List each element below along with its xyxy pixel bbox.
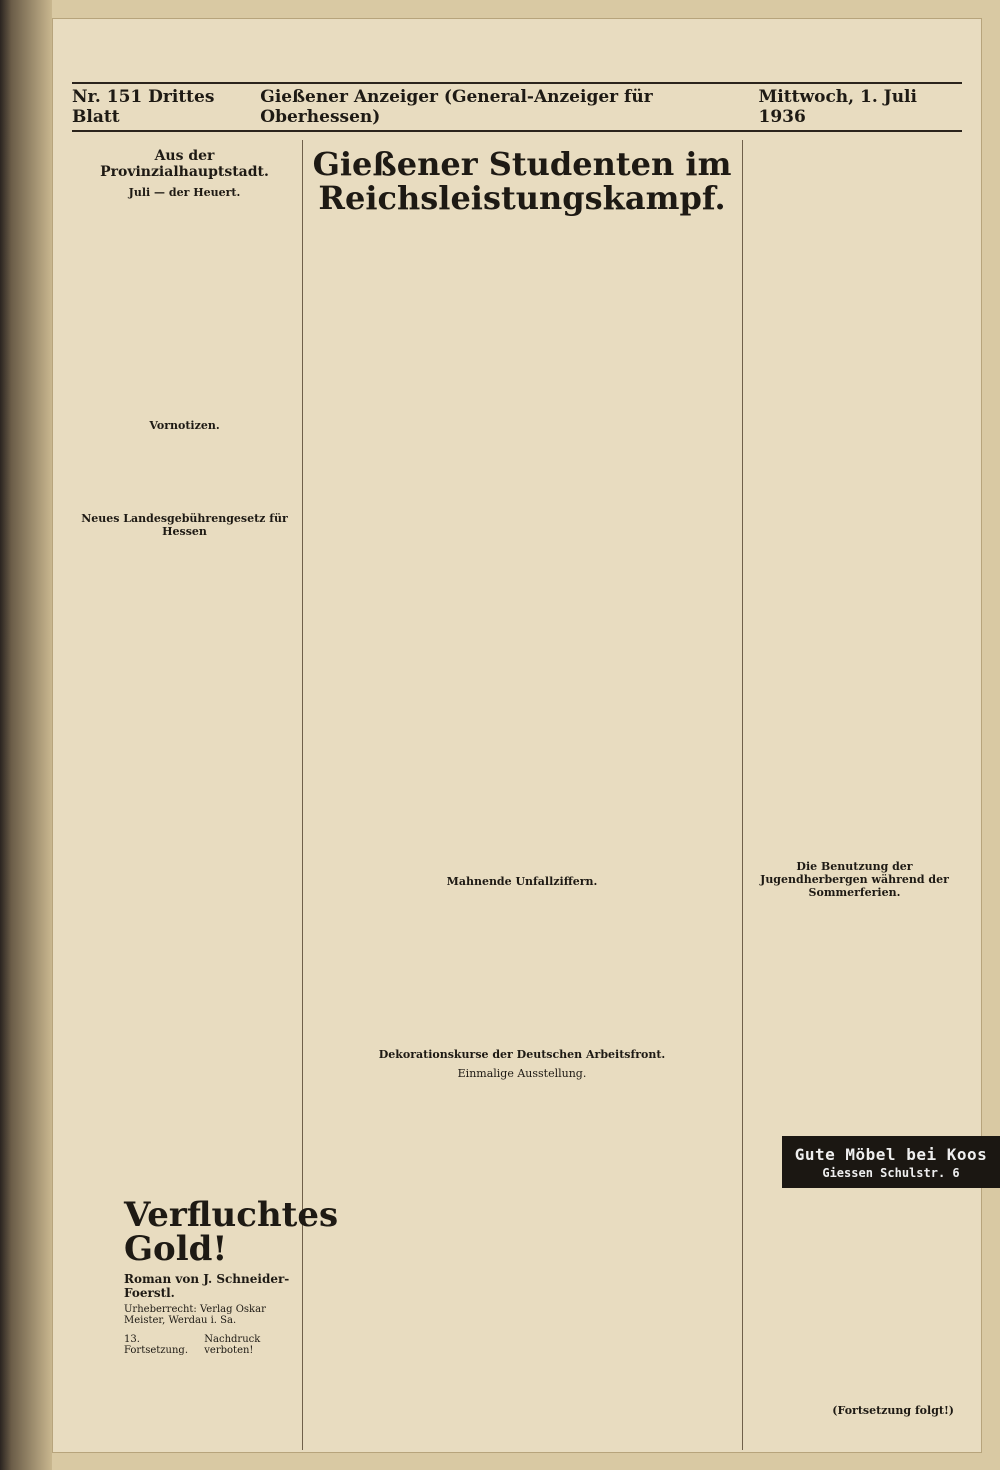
col3-sub: Die Benutzung der Jugendherbergen während der Sommerferien. bbox=[760, 860, 949, 899]
col1-section2: Neues Landesgebührengesetz für Hessen bbox=[81, 512, 288, 538]
col2-sub2: Dekorationskurse der Deutschen Arbeitsfront. bbox=[378, 1048, 666, 1062]
ad-line2: Giessen Schulstr. 6 bbox=[822, 1165, 960, 1180]
column-3 bbox=[747, 140, 962, 1450]
masthead-center: Gießener Anzeiger (General-Anzeiger für Oberhessen) bbox=[260, 87, 653, 127]
col1-title: Aus der Provinzialhauptstadt. bbox=[100, 148, 269, 180]
col2-sub2b: Einmalige Ausstellung. bbox=[457, 1067, 587, 1081]
novel-continued: (Fortsetzung folgt!) bbox=[832, 1404, 954, 1417]
col2-title: Gießener Studenten im Reichsleistungskampf. bbox=[312, 145, 732, 217]
ad-line1: Gute Möbel bei Koos bbox=[794, 1144, 988, 1164]
novel-rights: Urheberrecht: Verlag Oskar Meister, Werdau i. Sa. bbox=[124, 1304, 266, 1326]
masthead bbox=[72, 82, 962, 132]
col1-subtitle: Juli — der Heuert. bbox=[128, 186, 241, 199]
novel-block bbox=[124, 1195, 339, 1356]
masthead-right: Mittwoch, 1. Juli 1936 bbox=[758, 87, 917, 127]
novel-installment: 13. Fortsetzung. bbox=[124, 1334, 189, 1356]
column-2 bbox=[307, 140, 737, 1450]
novel-author: Roman von J. Schneider-Foerstl. bbox=[124, 1272, 290, 1300]
col2-sub1: Mahnende Unfallziffern. bbox=[446, 875, 598, 889]
column-rule bbox=[742, 140, 743, 1450]
novel-reprint: Nachdruck verboten! bbox=[204, 1334, 261, 1356]
newspaper-sheet bbox=[52, 18, 988, 1453]
masthead-left: Nr. 151 Drittes Blatt bbox=[72, 87, 215, 127]
binding-spine bbox=[0, 0, 52, 1470]
novel-title: Verfluchtes Gold! bbox=[124, 1195, 339, 1269]
advertisement bbox=[782, 1136, 1000, 1188]
col1-section1: Vornotizen. bbox=[149, 419, 220, 432]
